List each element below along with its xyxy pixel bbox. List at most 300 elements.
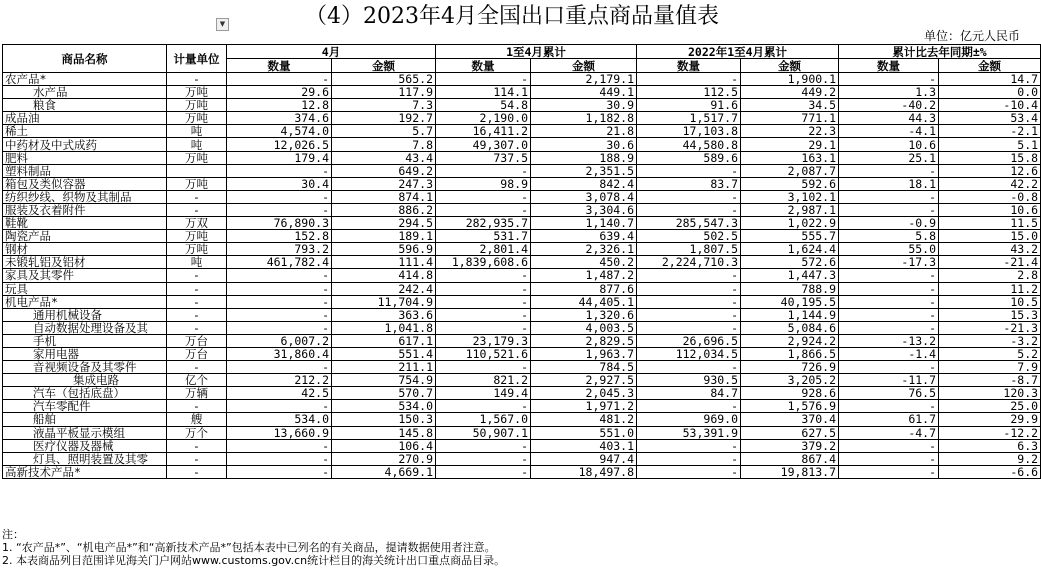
cell-value[interactable]: -6.6 bbox=[939, 465, 1041, 478]
cell-unit[interactable]: - bbox=[167, 361, 227, 374]
cell-value[interactable]: 31,860.4 bbox=[227, 347, 332, 360]
cell-value[interactable]: 570.7 bbox=[332, 387, 436, 400]
cell-value[interactable]: 149.4 bbox=[436, 387, 531, 400]
cell-value[interactable]: 84.7 bbox=[637, 387, 741, 400]
cell-unit[interactable]: 吨 bbox=[167, 256, 227, 269]
cell-value[interactable]: 726.9 bbox=[741, 361, 839, 374]
cell-value[interactable]: - bbox=[839, 295, 939, 308]
cell-product-name[interactable]: 纺织纱线、织物及其制品 bbox=[3, 190, 167, 203]
cell-value[interactable]: 551.4 bbox=[332, 347, 436, 360]
cell-value[interactable]: - bbox=[227, 295, 332, 308]
cell-unit[interactable]: 万辆 bbox=[167, 387, 227, 400]
cell-unit[interactable]: 万吨 bbox=[167, 177, 227, 190]
cell-value[interactable]: - bbox=[637, 400, 741, 413]
cell-value[interactable]: 0.0 bbox=[939, 86, 1041, 99]
cell-value[interactable]: 1,320.6 bbox=[531, 308, 637, 321]
cell-value[interactable]: 42.5 bbox=[227, 387, 332, 400]
cell-value[interactable]: 15.3 bbox=[939, 308, 1041, 321]
cell-value[interactable]: 282,935.7 bbox=[436, 217, 531, 230]
cell-value[interactable]: 2,087.7 bbox=[741, 164, 839, 177]
cell-value[interactable]: - bbox=[637, 465, 741, 478]
cell-value[interactable]: - bbox=[839, 465, 939, 478]
cell-value[interactable]: 26,696.5 bbox=[637, 334, 741, 347]
cell-value[interactable]: 5.1 bbox=[939, 138, 1041, 151]
cell-value[interactable]: 793.2 bbox=[227, 243, 332, 256]
cell-value[interactable]: 49,307.0 bbox=[436, 138, 531, 151]
cell-unit[interactable]: - bbox=[167, 308, 227, 321]
cell-value[interactable]: - bbox=[637, 190, 741, 203]
cell-unit[interactable]: 万吨 bbox=[167, 151, 227, 164]
cell-value[interactable]: - bbox=[227, 439, 332, 452]
cell-value[interactable]: 969.0 bbox=[637, 413, 741, 426]
cell-value[interactable]: 114.1 bbox=[436, 86, 531, 99]
cell-value[interactable]: 3,078.4 bbox=[531, 190, 637, 203]
cell-value[interactable]: 5,084.6 bbox=[741, 321, 839, 334]
cell-value[interactable]: 44.3 bbox=[839, 112, 939, 125]
cell-unit[interactable]: - bbox=[167, 439, 227, 452]
cell-value[interactable]: 1,900.1 bbox=[741, 73, 839, 86]
cell-value[interactable]: - bbox=[839, 400, 939, 413]
cell-value[interactable]: - bbox=[227, 465, 332, 478]
cell-value[interactable]: 788.9 bbox=[741, 282, 839, 295]
cell-value[interactable]: -8.7 bbox=[939, 374, 1041, 387]
cell-value[interactable]: 270.9 bbox=[332, 452, 436, 465]
cell-value[interactable]: 886.2 bbox=[332, 203, 436, 216]
cell-value[interactable]: 928.6 bbox=[741, 387, 839, 400]
cell-value[interactable]: 596.9 bbox=[332, 243, 436, 256]
cell-value[interactable]: 2,326.1 bbox=[531, 243, 637, 256]
cell-value[interactable]: 1,140.7 bbox=[531, 217, 637, 230]
cell-value[interactable]: -12.2 bbox=[939, 426, 1041, 439]
cell-unit[interactable]: 万吨 bbox=[167, 99, 227, 112]
cell-value[interactable]: 211.1 bbox=[332, 361, 436, 374]
cell-value[interactable]: -0.9 bbox=[839, 217, 939, 230]
cell-value[interactable]: 30.6 bbox=[531, 138, 637, 151]
cell-value[interactable]: 2,987.1 bbox=[741, 203, 839, 216]
cell-value[interactable]: - bbox=[839, 282, 939, 295]
cell-value[interactable]: 112,034.5 bbox=[637, 347, 741, 360]
cell-value[interactable]: - bbox=[227, 308, 332, 321]
cell-unit[interactable]: - bbox=[167, 203, 227, 216]
cell-value[interactable]: 6.3 bbox=[939, 439, 1041, 452]
cell-value[interactable]: - bbox=[637, 439, 741, 452]
cell-unit[interactable]: - bbox=[167, 73, 227, 86]
cell-value[interactable]: - bbox=[436, 282, 531, 295]
cell-value[interactable]: - bbox=[436, 190, 531, 203]
cell-value[interactable]: 25.0 bbox=[939, 400, 1041, 413]
cell-value[interactable]: - bbox=[227, 400, 332, 413]
cell-value[interactable]: -0.8 bbox=[939, 190, 1041, 203]
cell-value[interactable]: -21.3 bbox=[939, 321, 1041, 334]
cell-value[interactable]: 145.8 bbox=[332, 426, 436, 439]
cell-value[interactable]: 83.7 bbox=[637, 177, 741, 190]
cell-value[interactable]: 784.5 bbox=[531, 361, 637, 374]
cell-value[interactable]: 2,927.5 bbox=[531, 374, 637, 387]
cell-value[interactable]: 461,782.4 bbox=[227, 256, 332, 269]
cell-value[interactable]: 877.6 bbox=[531, 282, 637, 295]
cell-product-name[interactable]: 陶瓷产品 bbox=[3, 230, 167, 243]
cell-value[interactable]: 212.2 bbox=[227, 374, 332, 387]
cell-value[interactable]: 930.5 bbox=[637, 374, 741, 387]
cell-value[interactable]: 76,890.3 bbox=[227, 217, 332, 230]
cell-value[interactable]: 2,179.1 bbox=[531, 73, 637, 86]
cell-value[interactable]: - bbox=[839, 190, 939, 203]
cell-value[interactable]: - bbox=[839, 439, 939, 452]
cell-value[interactable]: - bbox=[637, 269, 741, 282]
cell-unit[interactable]: 万台 bbox=[167, 334, 227, 347]
cell-value[interactable]: 42.2 bbox=[939, 177, 1041, 190]
cell-value[interactable]: 1.3 bbox=[839, 86, 939, 99]
cell-value[interactable]: 1,022.9 bbox=[741, 217, 839, 230]
cell-value[interactable]: 43.2 bbox=[939, 243, 1041, 256]
cell-unit[interactable]: - bbox=[167, 452, 227, 465]
cell-product-name[interactable]: 家具及其零件 bbox=[3, 269, 167, 282]
cell-value[interactable]: - bbox=[436, 269, 531, 282]
cell-value[interactable]: 15.0 bbox=[939, 230, 1041, 243]
cell-value[interactable]: - bbox=[637, 308, 741, 321]
cell-value[interactable]: 374.6 bbox=[227, 112, 332, 125]
cell-value[interactable]: 639.4 bbox=[531, 230, 637, 243]
cell-value[interactable]: 10.6 bbox=[839, 138, 939, 151]
cell-product-name[interactable]: 箱包及类似容器 bbox=[3, 177, 167, 190]
cell-value[interactable]: -1.4 bbox=[839, 347, 939, 360]
cell-value[interactable]: - bbox=[436, 439, 531, 452]
cell-value[interactable]: 534.0 bbox=[332, 400, 436, 413]
cell-value[interactable]: 2,224,710.3 bbox=[637, 256, 741, 269]
cell-value[interactable]: - bbox=[227, 164, 332, 177]
cell-value[interactable]: - bbox=[637, 164, 741, 177]
cell-value[interactable]: - bbox=[839, 164, 939, 177]
cell-product-name[interactable]: 液晶平板显示模组 bbox=[3, 426, 167, 439]
cell-value[interactable]: 29.9 bbox=[939, 413, 1041, 426]
cell-product-name[interactable]: 玩具 bbox=[3, 282, 167, 295]
cell-value[interactable]: 294.5 bbox=[332, 217, 436, 230]
cell-value[interactable]: 5.8 bbox=[839, 230, 939, 243]
cell-product-name[interactable]: 鞋靴 bbox=[3, 217, 167, 230]
cell-product-name[interactable]: 通用机械设备 bbox=[3, 308, 167, 321]
cell-value[interactable]: 649.2 bbox=[332, 164, 436, 177]
cell-value[interactable]: 18.1 bbox=[839, 177, 939, 190]
cell-value[interactable]: 188.9 bbox=[531, 151, 637, 164]
cell-value[interactable]: -40.2 bbox=[839, 99, 939, 112]
cell-value[interactable]: - bbox=[436, 308, 531, 321]
cell-value[interactable]: 555.7 bbox=[741, 230, 839, 243]
cell-value[interactable]: 1,447.3 bbox=[741, 269, 839, 282]
cell-unit[interactable]: 万吨 bbox=[167, 86, 227, 99]
cell-product-name[interactable]: 机电产品* bbox=[3, 295, 167, 308]
cell-value[interactable]: -4.7 bbox=[839, 426, 939, 439]
cell-value[interactable]: 29.6 bbox=[227, 86, 332, 99]
cell-value[interactable]: 867.4 bbox=[741, 452, 839, 465]
cell-value[interactable]: 1,807.5 bbox=[637, 243, 741, 256]
cell-value[interactable]: 61.7 bbox=[839, 413, 939, 426]
cell-unit[interactable]: - bbox=[167, 190, 227, 203]
cell-value[interactable]: -17.3 bbox=[839, 256, 939, 269]
cell-value[interactable]: 531.7 bbox=[436, 230, 531, 243]
cell-product-name[interactable]: 船舶 bbox=[3, 413, 167, 426]
cell-value[interactable]: - bbox=[839, 73, 939, 86]
cell-value[interactable]: 1,144.9 bbox=[741, 308, 839, 321]
cell-value[interactable]: 821.2 bbox=[436, 374, 531, 387]
cell-value[interactable]: - bbox=[227, 190, 332, 203]
cell-unit[interactable]: 艘 bbox=[167, 413, 227, 426]
cell-value[interactable]: 2.8 bbox=[939, 269, 1041, 282]
cell-value[interactable]: 1,971.2 bbox=[531, 400, 637, 413]
cell-value[interactable]: 30.4 bbox=[227, 177, 332, 190]
cell-product-name[interactable]: 自动数据处理设备及其 bbox=[3, 321, 167, 334]
cell-value[interactable]: 2,190.0 bbox=[436, 112, 531, 125]
cell-value[interactable]: 11.2 bbox=[939, 282, 1041, 295]
cell-value[interactable]: 771.1 bbox=[741, 112, 839, 125]
cell-value[interactable]: 10.6 bbox=[939, 203, 1041, 216]
cell-value[interactable]: -10.4 bbox=[939, 99, 1041, 112]
cell-product-name[interactable]: 家用电器 bbox=[3, 347, 167, 360]
cell-value[interactable]: 481.2 bbox=[531, 413, 637, 426]
cell-value[interactable]: -13.2 bbox=[839, 334, 939, 347]
cell-value[interactable]: 1,624.4 bbox=[741, 243, 839, 256]
cell-value[interactable]: - bbox=[637, 203, 741, 216]
cell-value[interactable]: 12.8 bbox=[227, 99, 332, 112]
cell-value[interactable]: 152.8 bbox=[227, 230, 332, 243]
cell-value[interactable]: 403.1 bbox=[531, 439, 637, 452]
cell-value[interactable]: 40,195.5 bbox=[741, 295, 839, 308]
cell-value[interactable]: 4,669.1 bbox=[332, 465, 436, 478]
cell-value[interactable]: 534.0 bbox=[227, 413, 332, 426]
cell-value[interactable]: 7.3 bbox=[332, 99, 436, 112]
cell-value[interactable]: - bbox=[436, 295, 531, 308]
cell-unit[interactable]: 吨 bbox=[167, 125, 227, 138]
cell-value[interactable]: 379.2 bbox=[741, 439, 839, 452]
cell-value[interactable]: 1,517.7 bbox=[637, 112, 741, 125]
cell-unit[interactable]: 万双 bbox=[167, 217, 227, 230]
cell-value[interactable]: 449.1 bbox=[531, 86, 637, 99]
cell-value[interactable]: 754.9 bbox=[332, 374, 436, 387]
cell-value[interactable]: 737.5 bbox=[436, 151, 531, 164]
cell-value[interactable]: 617.1 bbox=[332, 334, 436, 347]
cell-value[interactable]: - bbox=[637, 452, 741, 465]
cell-value[interactable]: 363.6 bbox=[332, 308, 436, 321]
cell-value[interactable]: 565.2 bbox=[332, 73, 436, 86]
cell-value[interactable]: - bbox=[227, 452, 332, 465]
cell-value[interactable]: 247.3 bbox=[332, 177, 436, 190]
cell-value[interactable]: 3,304.6 bbox=[531, 203, 637, 216]
cell-value[interactable]: - bbox=[839, 308, 939, 321]
cell-value[interactable]: 551.0 bbox=[531, 426, 637, 439]
cell-value[interactable]: 14.7 bbox=[939, 73, 1041, 86]
cell-product-name[interactable]: 集成电路 bbox=[3, 374, 167, 387]
cell-product-name[interactable]: 塑料制品 bbox=[3, 164, 167, 177]
cell-value[interactable]: 6,007.2 bbox=[227, 334, 332, 347]
cell-value[interactable]: 150.3 bbox=[332, 413, 436, 426]
cell-value[interactable]: - bbox=[637, 321, 741, 334]
cell-value[interactable]: 189.1 bbox=[332, 230, 436, 243]
cell-unit[interactable]: 万吨 bbox=[167, 112, 227, 125]
cell-value[interactable]: 842.4 bbox=[531, 177, 637, 190]
cell-value[interactable]: 10.5 bbox=[939, 295, 1041, 308]
cell-product-name[interactable]: 未锻轧铝及铝材 bbox=[3, 256, 167, 269]
cell-unit[interactable]: 万吨 bbox=[167, 230, 227, 243]
cell-unit[interactable]: - bbox=[167, 321, 227, 334]
cell-value[interactable]: - bbox=[436, 452, 531, 465]
cell-value[interactable]: 1,487.2 bbox=[531, 269, 637, 282]
cell-value[interactable]: 11,704.9 bbox=[332, 295, 436, 308]
cell-value[interactable]: 2,801.4 bbox=[436, 243, 531, 256]
cell-value[interactable]: 11.5 bbox=[939, 217, 1041, 230]
cell-unit[interactable]: 万吨 bbox=[167, 243, 227, 256]
cell-value[interactable]: 192.7 bbox=[332, 112, 436, 125]
cell-unit[interactable]: 万台 bbox=[167, 347, 227, 360]
cell-value[interactable]: 34.5 bbox=[741, 99, 839, 112]
cell-product-name[interactable]: 灯具、照明装置及其零 bbox=[3, 452, 167, 465]
cell-value[interactable]: 53.4 bbox=[939, 112, 1041, 125]
cell-value[interactable]: 76.5 bbox=[839, 387, 939, 400]
cell-value[interactable]: 627.5 bbox=[741, 426, 839, 439]
cell-value[interactable]: 25.1 bbox=[839, 151, 939, 164]
cell-value[interactable]: - bbox=[839, 452, 939, 465]
cell-value[interactable]: 2,829.5 bbox=[531, 334, 637, 347]
cell-value[interactable]: 242.4 bbox=[332, 282, 436, 295]
cell-value[interactable]: 2,924.2 bbox=[741, 334, 839, 347]
cell-value[interactable]: - bbox=[227, 203, 332, 216]
cell-value[interactable]: 179.4 bbox=[227, 151, 332, 164]
cell-value[interactable]: 3,205.2 bbox=[741, 374, 839, 387]
cell-unit[interactable]: - bbox=[167, 295, 227, 308]
cell-value[interactable]: - bbox=[227, 282, 332, 295]
cell-unit[interactable]: - bbox=[167, 400, 227, 413]
cell-value[interactable]: 12.6 bbox=[939, 164, 1041, 177]
cell-value[interactable]: - bbox=[637, 295, 741, 308]
cell-value[interactable]: 16,411.2 bbox=[436, 125, 531, 138]
cell-value[interactable]: 13,660.9 bbox=[227, 426, 332, 439]
cell-value[interactable]: - bbox=[436, 465, 531, 478]
cell-product-name[interactable]: 服装及衣着附件 bbox=[3, 203, 167, 216]
cell-value[interactable]: 110,521.6 bbox=[436, 347, 531, 360]
cell-value[interactable]: 589.6 bbox=[637, 151, 741, 164]
cell-value[interactable]: 370.4 bbox=[741, 413, 839, 426]
cell-product-name[interactable]: 农产品* bbox=[3, 73, 167, 86]
cell-value[interactable]: 91.6 bbox=[637, 99, 741, 112]
cell-value[interactable]: 7.9 bbox=[939, 361, 1041, 374]
cell-value[interactable]: 53,391.9 bbox=[637, 426, 741, 439]
cell-value[interactable]: 18,497.8 bbox=[531, 465, 637, 478]
cell-value[interactable]: -4.1 bbox=[839, 125, 939, 138]
cell-value[interactable]: - bbox=[227, 361, 332, 374]
cell-value[interactable]: 874.1 bbox=[332, 190, 436, 203]
cell-unit[interactable] bbox=[167, 164, 227, 177]
cell-value[interactable]: 1,866.5 bbox=[741, 347, 839, 360]
cell-value[interactable]: - bbox=[839, 321, 939, 334]
cell-product-name[interactable]: 水产品 bbox=[3, 86, 167, 99]
cell-value[interactable]: 106.4 bbox=[332, 439, 436, 452]
cell-value[interactable]: 2,351.5 bbox=[531, 164, 637, 177]
cell-value[interactable]: 592.6 bbox=[741, 177, 839, 190]
cell-value[interactable]: 120.3 bbox=[939, 387, 1041, 400]
cell-product-name[interactable]: 稀土 bbox=[3, 125, 167, 138]
cell-value[interactable]: - bbox=[637, 73, 741, 86]
cell-value[interactable]: 450.2 bbox=[531, 256, 637, 269]
cell-unit[interactable]: - bbox=[167, 465, 227, 478]
cell-value[interactable]: 30.9 bbox=[531, 99, 637, 112]
cell-value[interactable]: -2.1 bbox=[939, 125, 1041, 138]
cell-product-name[interactable]: 手机 bbox=[3, 334, 167, 347]
cell-product-name[interactable]: 粮食 bbox=[3, 99, 167, 112]
cell-value[interactable]: 1,839,608.6 bbox=[436, 256, 531, 269]
cell-value[interactable]: 502.5 bbox=[637, 230, 741, 243]
cell-value[interactable]: 414.8 bbox=[332, 269, 436, 282]
cell-value[interactable]: 1,567.0 bbox=[436, 413, 531, 426]
cell-value[interactable]: 449.2 bbox=[741, 86, 839, 99]
cell-value[interactable]: - bbox=[227, 269, 332, 282]
cell-value[interactable]: - bbox=[227, 321, 332, 334]
cell-value[interactable]: 572.6 bbox=[741, 256, 839, 269]
cell-value[interactable]: 19,813.7 bbox=[741, 465, 839, 478]
cell-value[interactable]: 5.7 bbox=[332, 125, 436, 138]
cell-value[interactable]: 3,102.1 bbox=[741, 190, 839, 203]
cell-value[interactable]: 50,907.1 bbox=[436, 426, 531, 439]
cell-value[interactable]: 21.8 bbox=[531, 125, 637, 138]
cell-value[interactable]: 29.1 bbox=[741, 138, 839, 151]
cell-unit[interactable]: - bbox=[167, 269, 227, 282]
cell-value[interactable]: - bbox=[436, 203, 531, 216]
cell-value[interactable]: - bbox=[839, 361, 939, 374]
cell-value[interactable]: 44,580.8 bbox=[637, 138, 741, 151]
cell-product-name[interactable]: 音视频设备及其零件 bbox=[3, 361, 167, 374]
cell-unit[interactable]: 万个 bbox=[167, 426, 227, 439]
cell-unit[interactable]: 吨 bbox=[167, 138, 227, 151]
cell-value[interactable]: 7.8 bbox=[332, 138, 436, 151]
cell-value[interactable]: 947.4 bbox=[531, 452, 637, 465]
cell-value[interactable]: - bbox=[436, 73, 531, 86]
cell-value[interactable]: - bbox=[436, 164, 531, 177]
cell-value[interactable]: 111.4 bbox=[332, 256, 436, 269]
cell-value[interactable]: - bbox=[637, 361, 741, 374]
cell-product-name[interactable]: 高新技术产品* bbox=[3, 465, 167, 478]
cell-value[interactable]: 2,045.3 bbox=[531, 387, 637, 400]
cell-value[interactable]: 98.9 bbox=[436, 177, 531, 190]
cell-value[interactable]: 44,405.1 bbox=[531, 295, 637, 308]
cell-value[interactable]: - bbox=[436, 321, 531, 334]
cell-product-name[interactable]: 肥料 bbox=[3, 151, 167, 164]
cell-value[interactable]: 23,179.3 bbox=[436, 334, 531, 347]
cell-value[interactable]: - bbox=[637, 282, 741, 295]
cell-value[interactable]: 4,574.0 bbox=[227, 125, 332, 138]
cell-value[interactable]: -11.7 bbox=[839, 374, 939, 387]
cell-value[interactable]: 9.2 bbox=[939, 452, 1041, 465]
cell-value[interactable]: -3.2 bbox=[939, 334, 1041, 347]
cell-value[interactable]: 1,182.8 bbox=[531, 112, 637, 125]
cell-value[interactable]: - bbox=[436, 361, 531, 374]
cell-value[interactable]: - bbox=[839, 269, 939, 282]
cell-product-name[interactable]: 医疗仪器及器械 bbox=[3, 439, 167, 452]
filter-dropdown-icon[interactable]: ▼ bbox=[216, 18, 229, 31]
cell-value[interactable]: 4,003.5 bbox=[531, 321, 637, 334]
cell-value[interactable]: 285,547.3 bbox=[637, 217, 741, 230]
cell-product-name[interactable]: 钢材 bbox=[3, 243, 167, 256]
cell-value[interactable]: -21.4 bbox=[939, 256, 1041, 269]
cell-unit[interactable]: - bbox=[167, 282, 227, 295]
cell-value[interactable]: - bbox=[436, 400, 531, 413]
cell-value[interactable]: 22.3 bbox=[741, 125, 839, 138]
cell-value[interactable]: 5.2 bbox=[939, 347, 1041, 360]
cell-value[interactable]: - bbox=[227, 73, 332, 86]
cell-value[interactable]: 15.8 bbox=[939, 151, 1041, 164]
cell-value[interactable]: - bbox=[839, 203, 939, 216]
cell-value[interactable]: 1,963.7 bbox=[531, 347, 637, 360]
cell-value[interactable]: 12,026.5 bbox=[227, 138, 332, 151]
cell-value[interactable]: 54.8 bbox=[436, 99, 531, 112]
cell-product-name[interactable]: 汽车零配件 bbox=[3, 400, 167, 413]
cell-value[interactable]: 117.9 bbox=[332, 86, 436, 99]
